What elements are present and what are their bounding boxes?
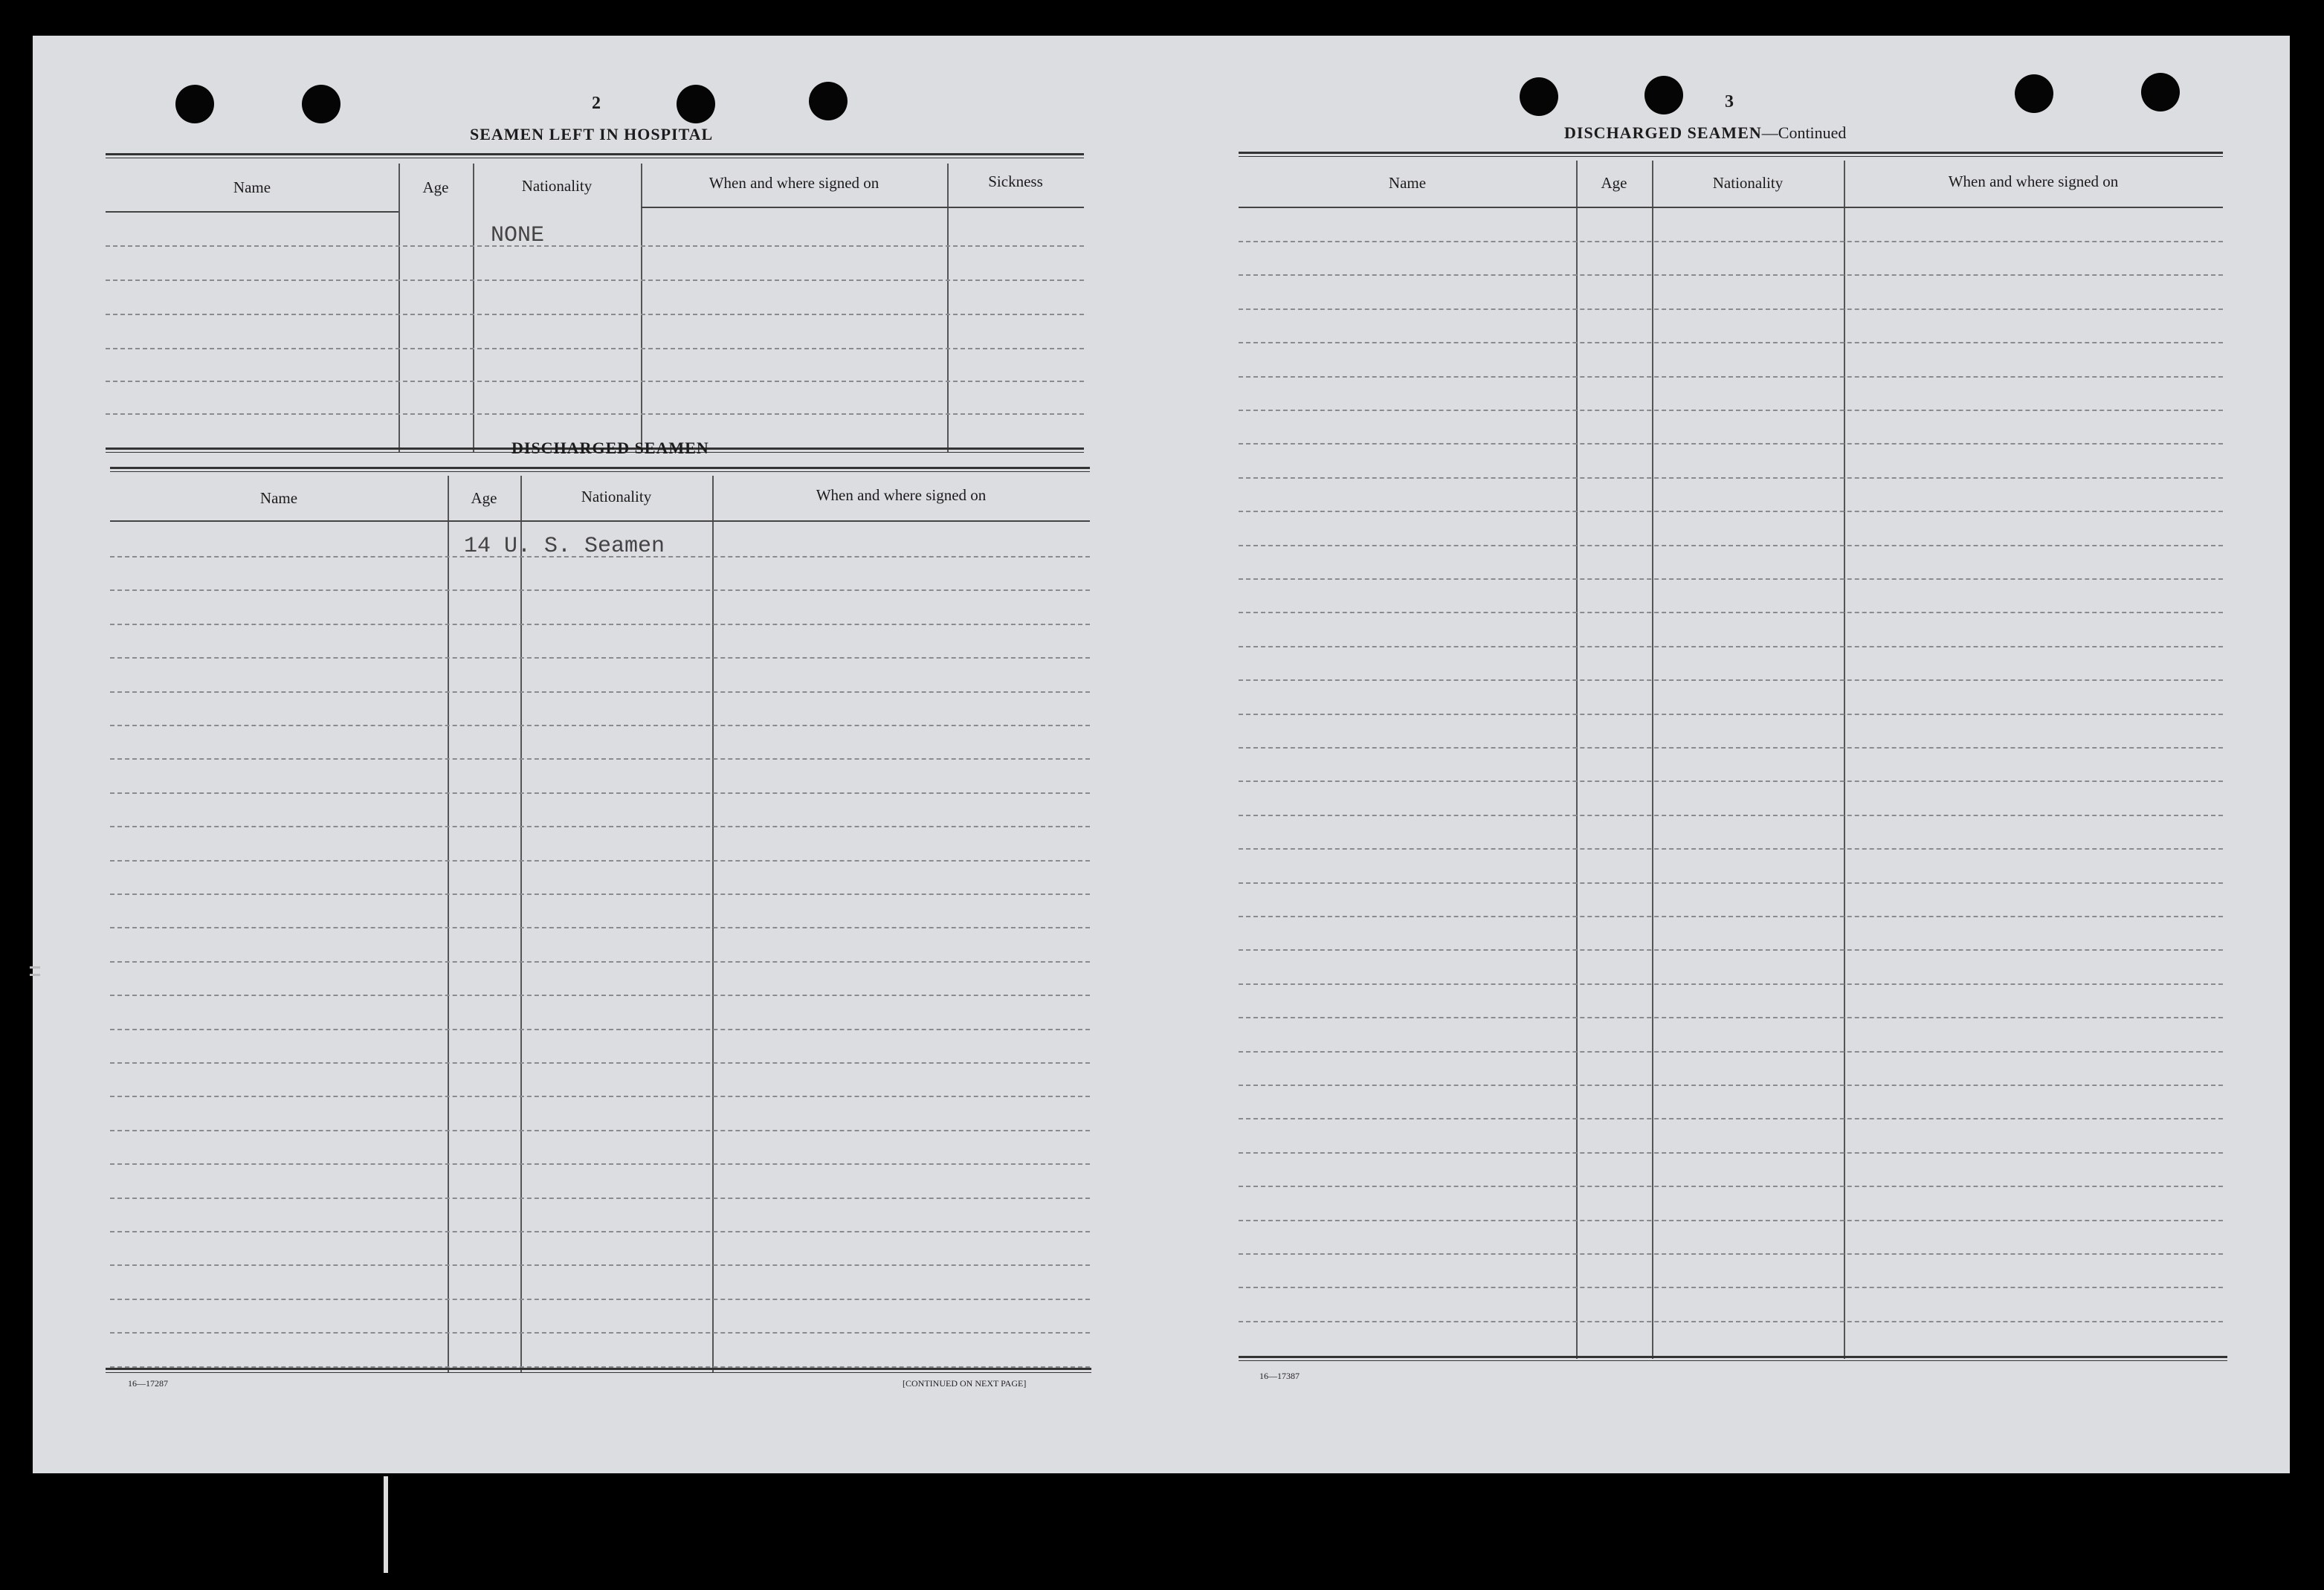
ruled-line — [1239, 308, 2223, 310]
title-main: DISCHARGED SEAMEN — [1564, 123, 1762, 142]
ruled-line — [110, 1264, 1090, 1266]
ruled-line — [1239, 815, 2223, 816]
binding-string — [384, 1476, 388, 1573]
edge-mark — [30, 974, 40, 976]
page-number: 2 — [592, 94, 601, 113]
ruled-line — [1239, 679, 2223, 681]
col-header-nationality: Nationality — [581, 488, 652, 505]
ruled-line — [1239, 882, 2223, 884]
hospital-section-title: SEAMEN LEFT IN HOSPITAL — [470, 125, 714, 143]
ruled-line — [1239, 410, 2223, 411]
col-header-signed-on: When and where signed on — [709, 174, 879, 192]
ruled-line — [110, 691, 1090, 693]
ruled-line — [1239, 1017, 2223, 1018]
edge-mark — [30, 966, 40, 969]
ruled-line — [110, 826, 1090, 827]
ruled-line — [1239, 1321, 2223, 1322]
punch-hole — [302, 85, 340, 123]
ruled-line — [1239, 949, 2223, 951]
col-header-name: Name — [233, 178, 271, 196]
ruled-line — [110, 758, 1090, 760]
col-header-age: Age — [422, 178, 449, 196]
col-header-signed-on: When and where signed on — [1948, 172, 2119, 190]
col-header-signed-on: When and where signed on — [816, 486, 987, 504]
punch-hole — [175, 85, 214, 123]
ruled-line — [1239, 1118, 2223, 1119]
ruled-line — [110, 657, 1090, 659]
ruled-line — [1239, 916, 2223, 917]
col-header-name: Name — [1388, 174, 1427, 192]
ruled-line — [110, 927, 1090, 928]
ruled-line — [1239, 578, 2223, 580]
ruled-line — [1239, 342, 2223, 343]
punch-hole — [809, 82, 848, 120]
ruled-line — [1239, 477, 2223, 479]
ruled-line — [1239, 1152, 2223, 1154]
punch-hole — [2015, 74, 2053, 113]
ruled-line — [110, 1332, 1090, 1334]
ruled-line — [110, 1130, 1090, 1131]
left-page — [33, 36, 1157, 1473]
ruled-line — [1239, 511, 2223, 512]
ruled-line — [1239, 612, 2223, 613]
ruled-line — [110, 995, 1090, 996]
ruled-line — [110, 589, 1090, 591]
page-number: 3 — [1725, 92, 1734, 112]
ruled-line — [1239, 1220, 2223, 1221]
ruled-line — [1239, 1186, 2223, 1187]
ruled-line — [1239, 714, 2223, 715]
ruled-line — [1239, 747, 2223, 749]
title-suffix: —Continued — [1761, 123, 1847, 142]
col-header-sickness: Sickness — [988, 172, 1043, 190]
hospital-entry-none: NONE — [491, 223, 545, 248]
discharged-section-title: DISCHARGED SEAMEN — [511, 439, 709, 457]
ruled-line — [110, 1198, 1090, 1199]
right-page — [1157, 36, 2290, 1473]
punch-hole — [1520, 77, 1558, 116]
col-header-nationality: Nationality — [1712, 174, 1784, 192]
ruled-line — [110, 1029, 1090, 1030]
punch-hole — [1644, 76, 1683, 114]
ruled-line — [110, 1231, 1090, 1232]
ruled-line — [1239, 848, 2223, 850]
punch-hole — [2141, 73, 2180, 112]
ruled-line — [1239, 646, 2223, 647]
ruled-line — [110, 624, 1090, 625]
ruled-line — [1239, 1287, 2223, 1288]
discharged-entry: 14 U. S. Seamen — [464, 534, 665, 559]
ruled-line — [1239, 376, 2223, 378]
ruled-line — [1239, 1085, 2223, 1086]
ruled-line — [110, 1299, 1090, 1300]
ruled-line — [110, 725, 1090, 726]
ruled-line — [1239, 545, 2223, 546]
ruled-line — [110, 1163, 1090, 1165]
ruled-line — [1239, 781, 2223, 782]
ruled-line — [1239, 1051, 2223, 1053]
form-number: 16—17387 — [1259, 1371, 1300, 1381]
punch-hole — [677, 85, 715, 123]
form-number: 16—17287 — [128, 1378, 168, 1389]
ruled-line — [110, 1062, 1090, 1064]
col-header-name: Name — [259, 489, 298, 507]
col-header-age: Age — [471, 489, 497, 507]
ruled-line — [1239, 983, 2223, 985]
ruled-line — [110, 893, 1090, 895]
ruled-line — [1239, 274, 2223, 276]
ruled-line — [1239, 443, 2223, 445]
ruled-line — [110, 860, 1090, 862]
continued-note: [CONTINUED ON NEXT PAGE] — [903, 1378, 1027, 1389]
col-header-age: Age — [1601, 174, 1627, 192]
ruled-line — [110, 792, 1090, 794]
discharged-continued-title — [1564, 123, 1846, 143]
ruled-line — [110, 1096, 1090, 1097]
ruled-line — [1239, 1253, 2223, 1255]
col-header-nationality: Nationality — [521, 177, 593, 195]
ruled-line — [110, 961, 1090, 963]
ruled-line — [1239, 241, 2223, 242]
